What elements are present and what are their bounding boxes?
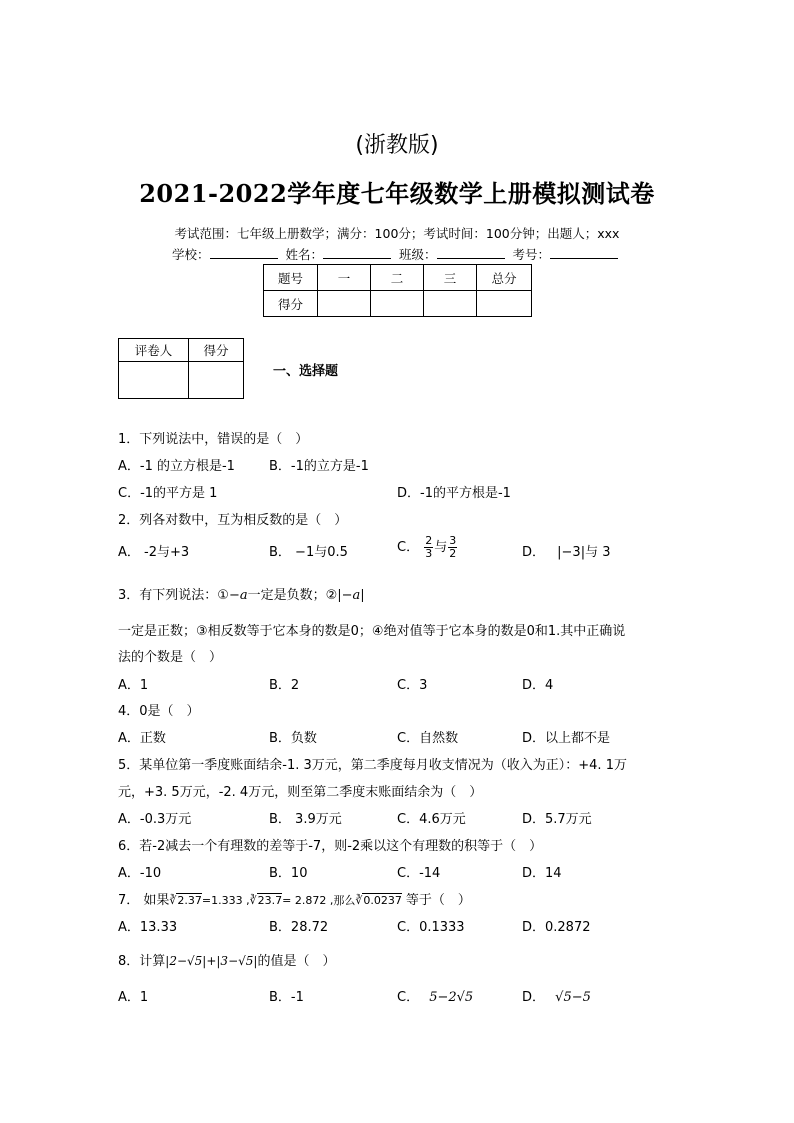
score-cell[interactable] — [371, 291, 424, 317]
question-text: 等于（ ） — [405, 893, 471, 908]
numerator: 2 — [425, 534, 433, 547]
score-cell[interactable] — [424, 291, 477, 317]
grader-header-cell: 得分 — [189, 339, 244, 362]
option-b[interactable]: B．28.72 — [269, 920, 329, 935]
option-b[interactable]: B． −1与0.5 — [269, 545, 348, 560]
radicand: 2.37 — [177, 894, 202, 907]
option-a[interactable]: A．-0.3万元 — [118, 812, 192, 827]
option-prefix: D． — [522, 545, 546, 560]
option-a[interactable]: A．正数 — [118, 731, 166, 746]
grader-table — [118, 338, 244, 399]
name-label: 姓名： — [285, 247, 323, 262]
score-cell[interactable] — [477, 291, 532, 317]
score-table-header-row — [264, 265, 532, 291]
question-text: 一定是负数；② — [247, 588, 338, 603]
score-row-label: 得分 — [264, 291, 318, 317]
question-stem-continued: 元，+3. 5万元，-2. 4万元，则至第二季度末账面结余为（ ） — [118, 785, 483, 800]
option-c[interactable]: C．-14 — [397, 866, 441, 881]
score-header-cell: 总分 — [477, 265, 532, 291]
option-b[interactable]: B．-1 — [269, 990, 304, 1005]
score-header-cell: 三 — [424, 265, 477, 291]
option-d[interactable]: D．-1的平方根是-1 — [397, 486, 511, 501]
option-d[interactable]: D．4 — [522, 678, 554, 693]
class-blank[interactable] — [437, 246, 505, 259]
numerator: 3 — [449, 534, 457, 547]
score-cell[interactable] — [318, 291, 371, 317]
option-a[interactable]: A．1 — [118, 678, 149, 693]
grader-cell[interactable] — [119, 362, 189, 399]
option-d[interactable]: D．以上都不是 — [522, 731, 611, 746]
option-prefix: D． — [522, 990, 546, 1005]
question-stem: 5．某单位第一季度账面结余-1. 3万元，第二季度每月收支情况为（收入为正）：+4. 1万 — [118, 758, 627, 773]
option-b[interactable]: B．-1的立方是-1 — [269, 459, 369, 474]
edition-label: (浙教版) — [355, 133, 439, 158]
math-expr: |−a| — [337, 588, 365, 603]
question-stem: 6．若-2减去一个有理数的差等于-7，则-2乘以这个有理数的积等于（ ） — [118, 839, 543, 854]
option-connector: 与 — [434, 540, 448, 555]
grader-header-cell: 评卷人 — [119, 339, 189, 362]
option-c[interactable]: C．0.1333 — [397, 920, 465, 935]
fraction — [448, 535, 457, 560]
question-stem — [118, 584, 365, 603]
option-b[interactable]: B．10 — [269, 866, 308, 881]
grader-cell[interactable] — [189, 362, 244, 399]
option-c[interactable]: C．4.6万元 — [397, 812, 466, 827]
school-label: 学校： — [171, 247, 210, 262]
name-blank[interactable] — [323, 246, 391, 259]
denominator: 3 — [425, 547, 433, 560]
cube-root-sign: ∛ — [169, 894, 177, 907]
option-text: 与 3 — [585, 545, 611, 560]
option-a[interactable]: A．13.33 — [118, 920, 178, 935]
exam-info: 考试范围：七年级上册数学；满分：100分；考试时间：100分钟；出题人；xxx — [174, 226, 620, 241]
score-header-cell: 二 — [371, 265, 424, 291]
question-stem-continued: 法的个数是（ ） — [118, 650, 223, 665]
question-stem — [118, 889, 471, 908]
option-c[interactable]: C．3 — [397, 678, 428, 693]
option-prefix: C． — [397, 990, 420, 1005]
option-a[interactable]: A．-10 — [118, 866, 162, 881]
option-a[interactable]: A．-1 的立方根是-1 — [118, 459, 235, 474]
score-header-cell: 一 — [318, 265, 371, 291]
question-stem: 2．列各对数中，互为相反数的是（ ） — [118, 513, 348, 528]
question-text: 的值是（ ） — [257, 954, 336, 969]
section-title: 一、选择题 — [273, 364, 339, 379]
number-label: 考号： — [512, 247, 550, 262]
cube-root-sign: ∛ — [249, 894, 257, 907]
question-stem — [118, 950, 335, 969]
question-stem-continued: 一定是正数；③相反数等于它本身的数是0；④绝对值等于它本身的数是0和1.其中正确说 — [118, 624, 626, 639]
option-c[interactable]: C．自然数 — [397, 731, 459, 746]
option-c[interactable]: C．-1的平方是 1 — [118, 486, 218, 501]
option-b[interactable]: B． 3.9万元 — [269, 812, 342, 827]
math-expr: √5−5 — [555, 990, 591, 1005]
option-prefix: C． — [397, 540, 420, 555]
option-c[interactable] — [397, 986, 473, 1005]
question-stem: 4．0是（ ） — [118, 704, 200, 719]
math-expr: = 2.872 ,那么 — [282, 894, 356, 907]
radicand: 0.0237 — [363, 894, 402, 907]
math-expr: −a — [228, 588, 248, 603]
class-label: 班级： — [398, 247, 437, 262]
fraction — [424, 535, 433, 560]
denominator: 2 — [449, 547, 457, 560]
question-text: 7． 如果 — [118, 893, 170, 908]
option-c[interactable] — [397, 535, 458, 560]
option-d[interactable] — [522, 986, 591, 1005]
math-expr: 5−2√5 — [429, 990, 474, 1005]
option-d[interactable]: D．5.7万元 — [522, 812, 592, 827]
math-expr: =1.333 , — [201, 894, 250, 907]
radicand: 23.7 — [257, 894, 283, 907]
question-stem: 1．下列说法中，错误的是（ ） — [118, 432, 309, 447]
option-a[interactable]: A． -2与+3 — [118, 545, 190, 560]
option-a[interactable]: A．1 — [118, 990, 149, 1005]
exam-title: 2021-2022学年度七年级数学上册模拟测试卷 — [139, 179, 655, 208]
score-table — [263, 264, 532, 317]
cube-root-sign: ∛ — [355, 894, 363, 907]
option-d[interactable]: D．0.2872 — [522, 920, 591, 935]
option-d[interactable]: D．14 — [522, 866, 562, 881]
school-blank[interactable] — [210, 246, 278, 259]
number-blank[interactable] — [550, 246, 618, 259]
absolute-value-expr: |−3| — [557, 545, 586, 560]
option-b[interactable]: B．负数 — [269, 731, 317, 746]
score-table-score-row — [264, 291, 532, 317]
option-b[interactable]: B．2 — [269, 678, 300, 693]
question-text: 8．计算 — [118, 954, 166, 969]
question-text: 3．有下列说法：① — [118, 588, 229, 603]
math-expr: |2−√5|+|3−√5| — [165, 954, 258, 968]
option-d[interactable] — [522, 541, 611, 560]
score-header-cell: 题号 — [264, 265, 318, 291]
student-fields — [0, 245, 794, 263]
